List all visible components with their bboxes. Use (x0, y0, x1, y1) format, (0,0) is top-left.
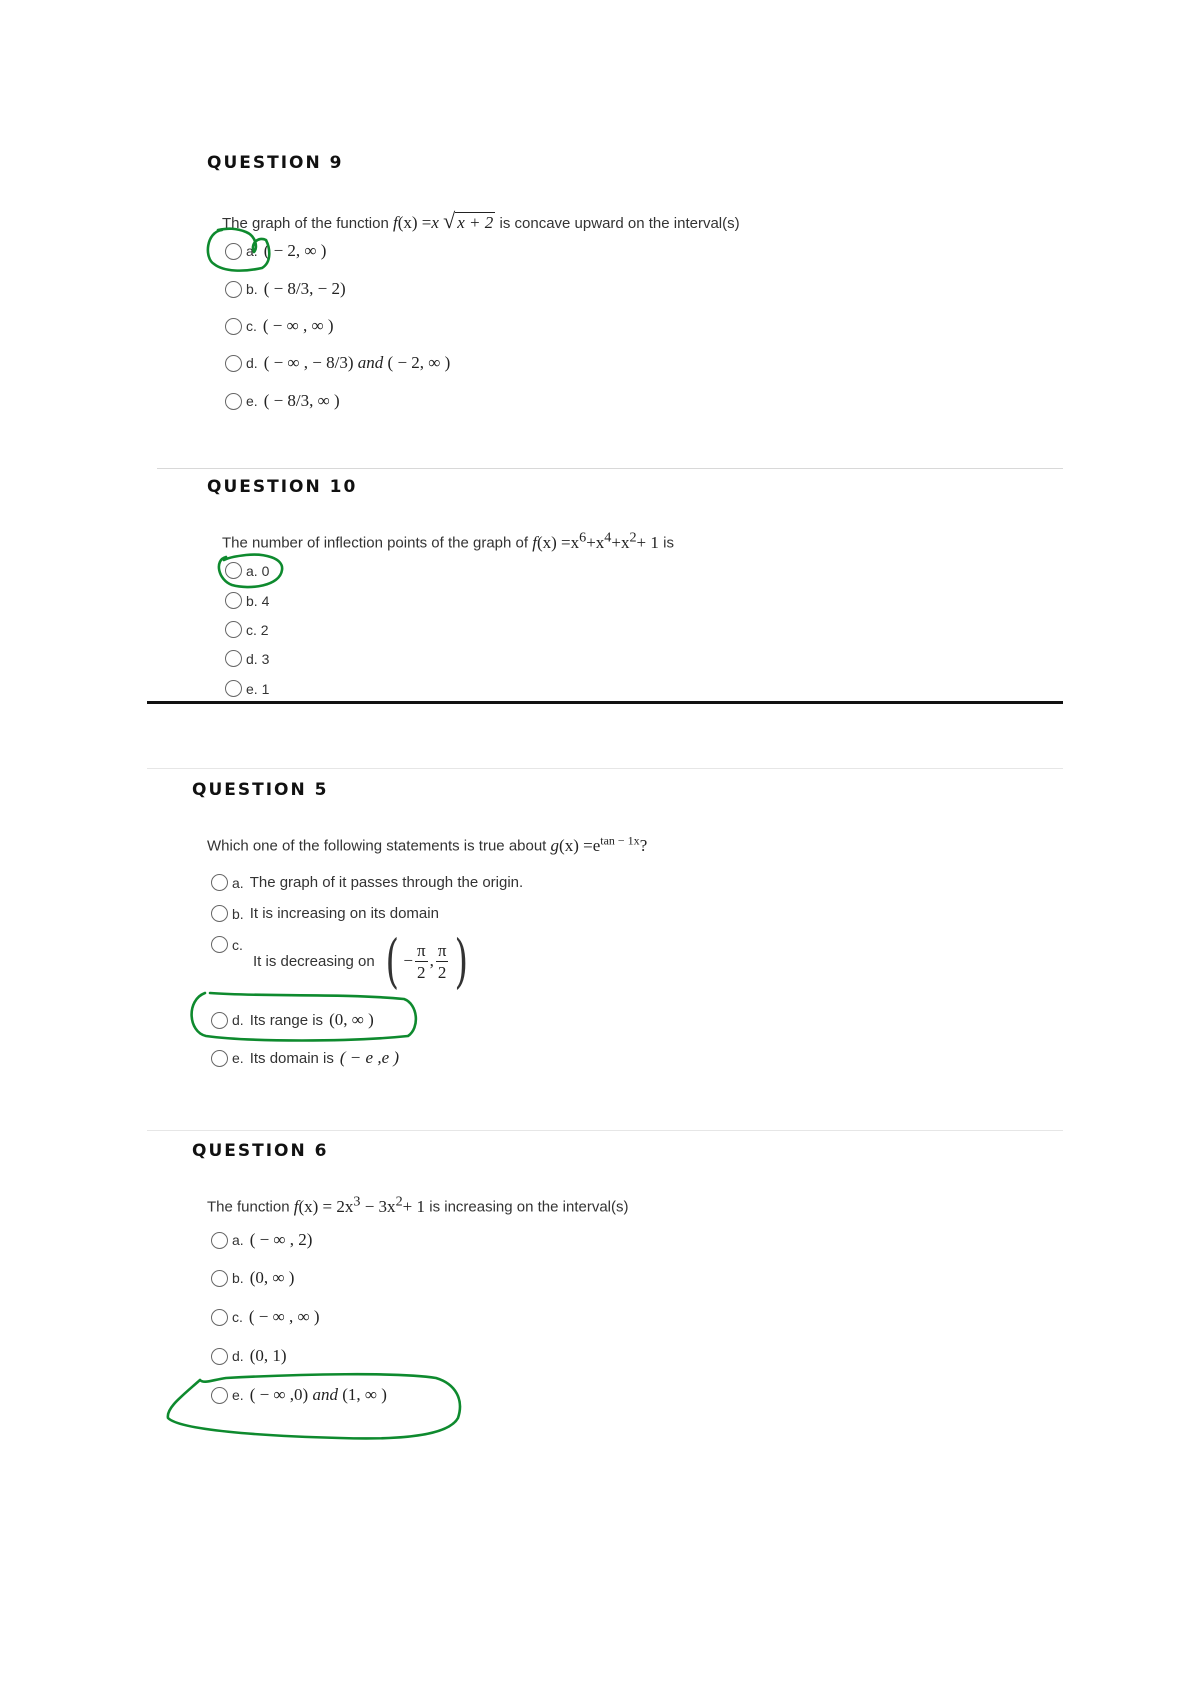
q9-radio-c[interactable] (225, 318, 242, 335)
q10-radio-b[interactable] (225, 592, 242, 609)
q10-option-d[interactable]: d. 3 (225, 650, 275, 667)
q10-option-a[interactable]: a. 0 (225, 562, 275, 579)
q6-radio-e[interactable] (211, 1387, 228, 1404)
q6-option-e[interactable]: e. ( − ∞ ,0) and (1, ∞ ) (211, 1385, 387, 1405)
q10-prompt: The number of inflection points of the graph of $f(x) =x^6+x^4+x^2+ 1$ is (222, 529, 674, 552)
q9-radio-b[interactable] (225, 281, 242, 298)
q6-radio-d[interactable] (211, 1348, 228, 1365)
q9-option-a[interactable]: a. ( − 2, ∞ ) (225, 241, 326, 261)
q5-option-d[interactable]: d. Its range is (0, ∞ ) (211, 1010, 374, 1030)
q9-option-e[interactable]: e. ( − 8/3, ∞ ) (225, 391, 340, 411)
page-cut-divider (147, 701, 1063, 704)
q6-function: $f(x) = 2x^3 - 3x^2+ 1$ (293, 1193, 425, 1216)
q5-title: QUESTION 5 (192, 780, 329, 800)
q9-option-c[interactable]: c. ( − ∞ , ∞ ) (225, 316, 334, 336)
q9-radio-d[interactable] (225, 355, 242, 372)
q10-radio-e[interactable] (225, 680, 242, 697)
q5-option-c[interactable]: c. (211, 936, 249, 953)
q5-radio-a[interactable] (211, 874, 228, 891)
q10-option-b[interactable]: b. 4 (225, 592, 275, 609)
q5-prompt: Which one of the following statements is true about $g(x) =e^{tan - 1x}$? (207, 833, 648, 855)
q5-option-c-content: It is decreasing on ( − $\frac{\pi}{2}$ , $\frac{\pi}{2}$ ) (253, 927, 469, 995)
q9-function: f(x) =x √ x + 2 (392, 208, 494, 233)
q5-radio-c[interactable] (211, 936, 228, 953)
q9-option-b[interactable]: b. ( − 8/3, − 2) (225, 279, 346, 299)
q5-option-e[interactable]: e. Its domain is ( − e ,e ) (211, 1048, 399, 1068)
q6-option-a[interactable]: a. ( − ∞ , 2) (211, 1230, 312, 1250)
q6-option-d[interactable]: d. (0, 1) (211, 1346, 287, 1366)
q6-answer-circle (168, 1374, 460, 1438)
q6-option-c[interactable]: c. ( − ∞ , ∞ ) (211, 1307, 320, 1327)
q9-radio-e[interactable] (225, 393, 242, 410)
q10-title: QUESTION 10 (207, 477, 358, 497)
q10-radio-a[interactable] (225, 562, 242, 579)
q5-top-divider (147, 768, 1063, 769)
q5-radio-b[interactable] (211, 905, 228, 922)
q9-prompt-after: is concave upward on the interval(s) (499, 215, 740, 232)
q9-radio-a[interactable] (225, 243, 242, 260)
q10-radio-c[interactable] (225, 621, 242, 638)
q6-radio-b[interactable] (211, 1270, 228, 1287)
q6-title: QUESTION 6 (192, 1141, 329, 1161)
q9-prompt-before: The graph of the function (222, 215, 389, 232)
q10-option-e[interactable]: e. 1 (225, 680, 275, 697)
q9-option-d[interactable]: d. ( − ∞ , − 8/3) and ( − 2, ∞ ) (225, 353, 450, 373)
q6-prompt: The function $f(x) = 2x^3 - 3x^2+ 1$ is increasing on the interval(s) (207, 1193, 629, 1216)
q10-radio-d[interactable] (225, 650, 242, 667)
q6-radio-c[interactable] (211, 1309, 228, 1326)
q6-option-b[interactable]: b. (0, ∞ ) (211, 1268, 294, 1288)
q5-function: $g(x) =e^{tan - 1x}$? (550, 833, 648, 855)
q10-function: $f(x) =x^6+x^4+x^2+ 1$ (532, 529, 659, 552)
q5-radio-d[interactable] (211, 1012, 228, 1029)
q5-radio-e[interactable] (211, 1050, 228, 1067)
q6-radio-a[interactable] (211, 1232, 228, 1249)
q9-divider (157, 468, 1063, 469)
q5-option-a[interactable]: a. The graph of it passes through the origin. (211, 874, 523, 891)
q10-option-c[interactable]: c. 2 (225, 621, 275, 638)
q5-divider (147, 1130, 1063, 1131)
q9-title: QUESTION 9 (207, 153, 344, 173)
q5-option-b[interactable]: b. It is increasing on its domain (211, 905, 439, 922)
q9-prompt (222, 208, 740, 234)
